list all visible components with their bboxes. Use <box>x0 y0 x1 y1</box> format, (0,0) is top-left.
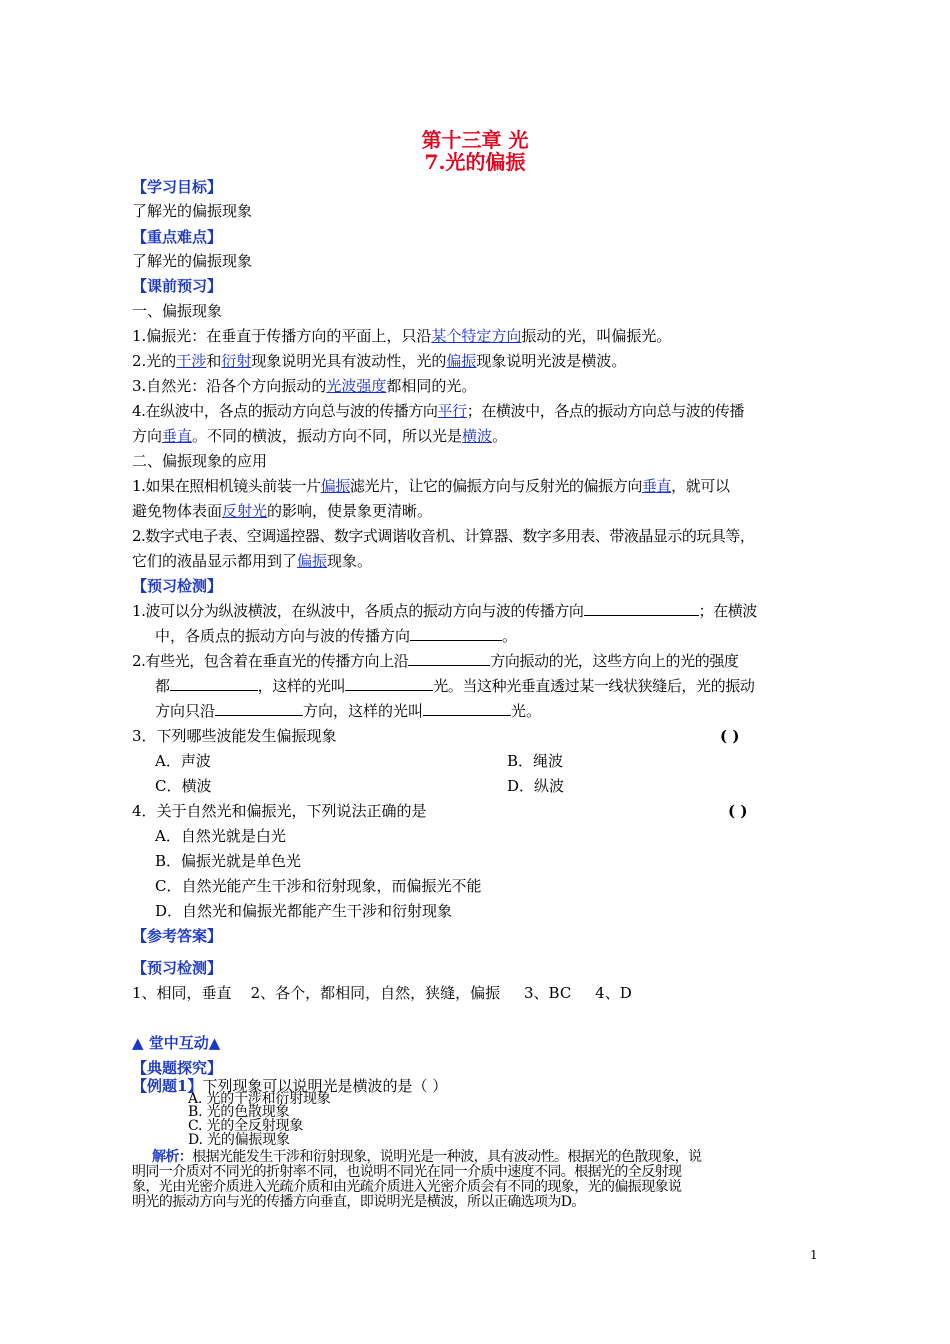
solution-line-2: 明同一介质对不同光的折射率不同，也说明不同光在同一介质中速度不同。根据光的全反射现 <box>132 1164 682 1180</box>
check-question-1: 1.波可以分为纵波横波，在纵波中，各质点的振动方向与波的传播方向 ；在横波 <box>132 602 757 620</box>
preview-item-4: 4.在纵波中，各点的振动方向总与波的传播方向平行；在横波中，各点的振动方向总与波的传播 <box>132 402 745 420</box>
answer-blank[interactable] <box>345 676 433 691</box>
link-answer[interactable]: 反射光 <box>222 502 268 520</box>
answer-paren[interactable]: ( ) <box>720 727 740 745</box>
page-number: 1 <box>810 1248 818 1262</box>
preview-item-2: 2.光的干涉和衍射现象说明光具有波动性，光的偏振现象说明光波是横波。 <box>132 352 627 370</box>
application-item-1: 1.如果在照相机镜头前装一片偏振滤光片，让它的偏振方向与反射光的偏振方向垂直，就可以 <box>132 477 730 495</box>
check-question-2: 2.有些光，包含着在垂直光的传播方向上沿 方向振动的光，这些方向上的光的强度 <box>132 652 739 670</box>
solution-line-4: 明光的振动方向与光的传播方向垂直，即说明光是横波，所以正确选项为D。 <box>132 1194 585 1210</box>
answer-blank[interactable] <box>584 601 699 616</box>
check-question-1-cont: 中，各质点的振动方向与波的传播方向 。 <box>155 627 518 645</box>
class-heading: ▲ 堂中互动▲ <box>132 1034 221 1052</box>
link-answer[interactable]: 平行 <box>437 402 467 420</box>
example-option-c: C. 光的全反射现象 <box>188 1118 304 1134</box>
example-option-b: B. 光的色散现象 <box>188 1104 290 1120</box>
answers-subheading: 【预习检测】 <box>132 959 223 977</box>
application-item-2-cont: 它们的液晶显示都用到了偏振现象。 <box>132 552 373 570</box>
check-heading: 【预习检测】 <box>132 577 223 595</box>
section-title: 7.光的偏振 <box>424 150 526 174</box>
option-b: B．绳波 <box>507 752 564 770</box>
link-answer[interactable]: 偏振 <box>320 477 350 495</box>
check-question-4: 4．关于自然光和偏振光，下列说法正确的是 <box>132 802 427 820</box>
answer-blank[interactable] <box>408 651 490 666</box>
link-answer[interactable]: 衍射 <box>221 352 252 370</box>
answers-text: 1、相同，垂直 2、各个，都相同，自然，狭缝，偏振 3、BC 4、D <box>132 984 632 1002</box>
link-answer[interactable]: 偏振 <box>446 352 477 370</box>
link-answer[interactable]: 干涉 <box>176 352 207 370</box>
answer-blank[interactable] <box>170 676 258 691</box>
option-c: C．自然光能产生干涉和衍射现象，而偏振光不能 <box>155 877 482 895</box>
option-c: C．横波 <box>155 777 212 795</box>
application-item-1-cont: 避免物体表面反射光的影响，使景象更清晰。 <box>132 502 433 520</box>
preview-item-4-cont: 方向垂直。不同的横波，振动方向不同，所以光是横波。 <box>132 427 508 445</box>
example-option-d: D. 光的偏振现象 <box>188 1132 290 1148</box>
link-answer[interactable]: 光波强度 <box>326 377 387 395</box>
preview-heading: 【课前预习】 <box>132 277 223 295</box>
application-item-2: 2.数字式电子表、空调遥控器、数字式调谐收音机、计算器、数字多用表、带液晶显示的玩具等， <box>132 527 755 545</box>
link-answer[interactable]: 横波 <box>462 427 493 445</box>
preview-section-2: 二、偏振现象的应用 <box>132 452 268 470</box>
check-question-2-cont: 都 ，这样的光叫 光。当这种光垂直透过某一线状狭缝后，光的振动 <box>155 677 755 695</box>
answer-paren[interactable]: ( ) <box>728 802 748 820</box>
option-a: A．自然光就是白光 <box>155 827 286 845</box>
key-text: 了解光的偏振现象 <box>132 252 253 270</box>
link-answer[interactable]: 垂直 <box>641 477 672 495</box>
answers-heading: 【参考答案】 <box>132 927 223 945</box>
option-b: B．偏振光就是单色光 <box>155 852 302 870</box>
check-question-3: 3．下列哪些波能发生偏振现象 <box>132 727 337 745</box>
check-question-2-cont2: 方向只沿 方向，这样的光叫 光。 <box>155 702 542 720</box>
answer-blank[interactable] <box>423 701 511 716</box>
explore-heading: 【典题探究】 <box>132 1059 223 1077</box>
option-d: D．纵波 <box>507 777 565 795</box>
option-d: D．自然光和偏振光都能产生干涉和衍射现象 <box>155 902 453 920</box>
link-answer[interactable]: 偏振 <box>297 552 328 570</box>
link-answer[interactable]: 垂直 <box>162 427 193 445</box>
chapter-title: 第十三章 光 <box>421 128 529 152</box>
goal-heading: 【学习目标】 <box>132 178 223 196</box>
preview-section-1: 一、偏振现象 <box>132 302 223 320</box>
example-1: 【例题1】下列现象可以说明光是横波的是（ ） <box>132 1077 448 1095</box>
answer-blank[interactable] <box>215 701 303 716</box>
solution-line-1: 解析：根据光能发生干涉和衍射现象，说明光是一种波，具有波动性。根据光的色散现象，说 <box>152 1149 702 1165</box>
preview-item-3: 3.自然光：沿各个方向振动的光波强度都相同的光。 <box>132 377 477 395</box>
preview-item-1: 1.偏振光：在垂直于传播方向的平面上，只沿某个特定方向振动的光，叫偏振光。 <box>132 327 672 345</box>
solution-line-3: 象，光由光密介质进入光疏介质和由光疏介质进入光密介质会有不同的现象，光的偏振现象说 <box>132 1179 682 1195</box>
answer-blank[interactable] <box>410 626 502 641</box>
goal-text: 了解光的偏振现象 <box>132 202 253 220</box>
key-heading: 【重点难点】 <box>132 228 223 246</box>
link-answer[interactable]: 某个特定方向 <box>431 327 522 345</box>
option-a: A．声波 <box>155 752 211 770</box>
example-option-a: A. 光的干涉和衍射现象 <box>188 1091 331 1107</box>
